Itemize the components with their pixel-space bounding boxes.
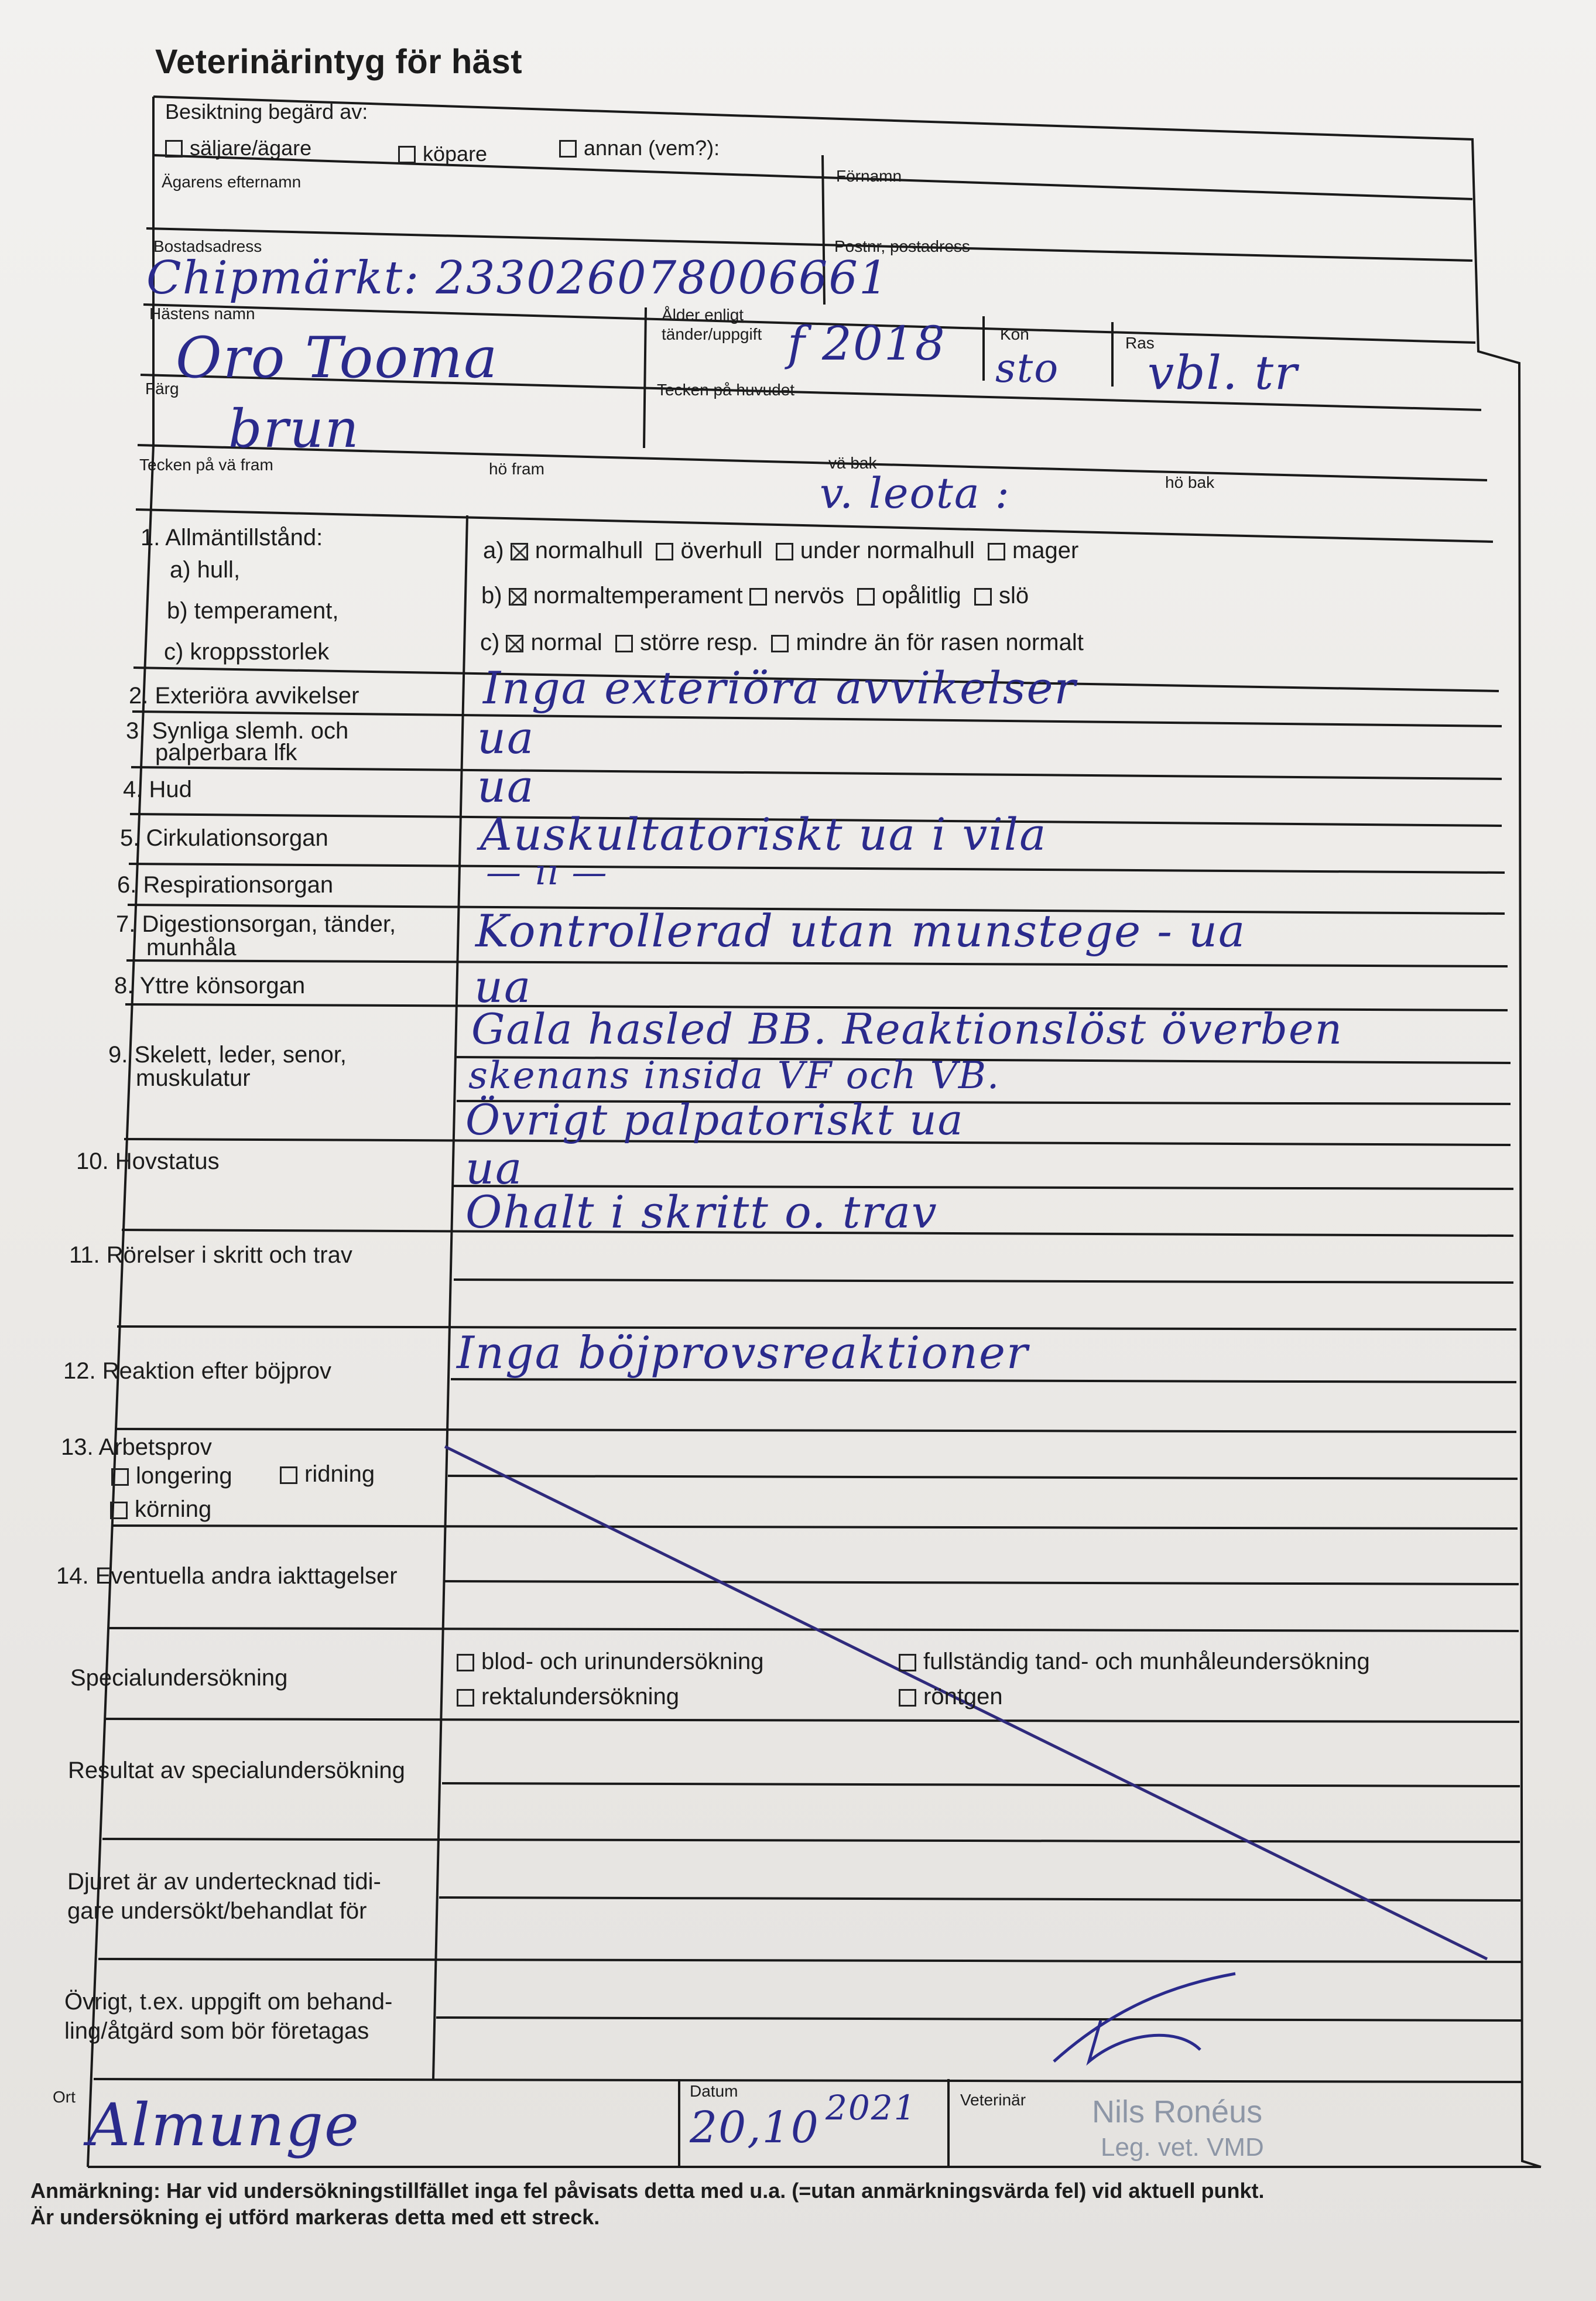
horse-name-label: Hästens namn — [149, 305, 255, 323]
other-label-b: ling/åtgärd som bör företagas — [64, 2018, 369, 2044]
first-name-label: Förnamn — [836, 167, 902, 185]
opt-nervos[interactable]: nervös — [749, 583, 844, 608]
section-2-label: 2. Exteriöra avvikelser — [129, 683, 359, 709]
general-a-row: a) normalhull överhull under normalhull mager — [483, 538, 1079, 563]
other-label-a: Övrigt, t.ex. uppgift om behand- — [64, 1989, 393, 2015]
vet-title-stamp: Leg. vet. VMD — [1101, 2133, 1264, 2162]
special-dental[interactable]: fullständig tand- och munhåleundersökning — [899, 1649, 1370, 1675]
work-test-riding[interactable]: ridning — [280, 1461, 375, 1488]
checkbox-icon — [559, 140, 577, 158]
form-title: Veterinärintyg för häst — [155, 43, 523, 81]
date-day: 20,10 — [690, 2102, 820, 2153]
checkbox-icon — [974, 588, 992, 606]
footnote-line-2: Är undersökning ej utförd markeras detta med ett streck. — [30, 2205, 600, 2229]
vet-label: Veterinär — [960, 2091, 1026, 2109]
section-6-label: 6. Respirationsorgan — [117, 872, 334, 898]
answer-8: ua — [474, 960, 532, 1013]
answer-6: — ıı — — [486, 852, 608, 893]
sex-label: Kön — [1000, 325, 1029, 343]
work-test-driving[interactable]: körning — [110, 1496, 211, 1523]
answer-9-line-1: Gala hasled BB. Reaktionslöst överben — [471, 1004, 1344, 1054]
opt-under-normalhull[interactable]: under normalhull — [776, 538, 975, 563]
answer-9-line-2: skenans insida VF och VB. — [468, 1054, 1001, 1097]
section-7-label-b: munhåla — [146, 935, 237, 960]
checkbox-icon — [771, 635, 789, 652]
section-3-label-b: palperbara lfk — [155, 740, 297, 765]
section-13-label: 13. Arbetsprov — [61, 1434, 212, 1460]
special-rectal[interactable]: rektalundersökning — [457, 1684, 679, 1710]
section-11-label: 11. Rörelser i skritt och trav — [69, 1242, 352, 1268]
general-c-label: c) kroppsstorlek — [164, 639, 330, 665]
requested-by-other[interactable]: annan (vem?): — [559, 136, 720, 160]
place-label: Ort — [53, 2088, 76, 2106]
owner-surname-label: Ägarens efternamn — [162, 173, 302, 191]
date-year: 2021 — [826, 2088, 917, 2128]
section-14-label: 14. Eventuella andra iakttagelser — [56, 1563, 398, 1589]
general-label: 1. Allmäntillstånd: — [141, 525, 323, 551]
special-xray[interactable]: röntgen — [899, 1684, 1003, 1710]
section-4-label: 4. Hud — [123, 777, 192, 802]
checkbox-icon — [615, 635, 633, 652]
horse-name-value: Oro Tooma — [176, 325, 499, 391]
age-label-1: Ålder enligt — [662, 306, 744, 324]
chip-number-value: Chipmärkt: 233026078006661 — [146, 252, 889, 305]
checkbox-icon — [280, 1466, 297, 1484]
special-exam-label: Specialundersökning — [70, 1665, 288, 1691]
work-test-lunging[interactable]: longering — [111, 1463, 232, 1489]
opt-normaltemperament[interactable]: normaltemperament — [509, 583, 743, 608]
head-marks-label: Tecken på huvudet — [657, 381, 795, 399]
checked-box-icon — [511, 543, 528, 560]
answer-4: ua — [477, 760, 535, 812]
checkbox-icon — [749, 588, 767, 606]
checkbox-icon — [457, 1689, 474, 1707]
general-b-row: b) normaltemperament nervös opålitlig slö — [481, 583, 1029, 608]
opt-slo[interactable]: slö — [974, 583, 1029, 608]
general-c-row: c) normal större resp. mindre än för rasen normalt — [480, 630, 1084, 655]
opt-larger[interactable]: större resp. — [615, 630, 758, 655]
leg-rh-label: hö bak — [1165, 473, 1215, 491]
leg-lf-label: Tecken på vä fram — [139, 456, 273, 474]
colour-label: Färg — [145, 379, 179, 398]
checkbox-icon — [656, 543, 673, 560]
checkbox-icon — [776, 543, 793, 560]
vet-name-stamp: Nils Ronéus — [1092, 2094, 1263, 2129]
answer-5: Auskultatoriskt ua i vila — [480, 808, 1047, 860]
footnote-line-1: Anmärkning: Har vid undersökningstillfället inga fel påvisats detta med u.a. (=utan anmärkningsvärda fel) vid aktuell punkt. — [30, 2179, 1265, 2203]
checkbox-icon — [899, 1654, 916, 1671]
requested-by-label: Besiktning begärd av: — [165, 100, 368, 124]
checkbox-icon — [110, 1502, 128, 1519]
place-value: Almunge — [88, 2091, 361, 2159]
answer-2: Inga exteriöra avvikelser — [483, 662, 1077, 714]
breed-value: vbl. tr — [1148, 346, 1299, 400]
answer-11: Ohalt i skritt o. trav — [465, 1186, 938, 1238]
age-value: f 2018 — [787, 316, 946, 371]
checkbox-icon — [857, 588, 875, 606]
opt-opalitlig[interactable]: opålitlig — [857, 583, 961, 608]
section-5-label: 5. Cirkulationsorgan — [120, 825, 328, 851]
sex-value: sto — [995, 346, 1060, 392]
checkbox-icon — [899, 1689, 916, 1707]
answer-12: Inga böjprovsreaktioner — [457, 1326, 1029, 1379]
requested-by-buyer[interactable]: köpare — [398, 142, 487, 166]
general-b-label: b) temperament, — [167, 598, 339, 624]
leg-rf-label: hö fram — [489, 460, 544, 478]
answer-3: ua — [477, 712, 535, 764]
age-label-2: tänder/uppgift — [662, 325, 762, 343]
section-12-label: 12. Reaktion efter böjprov — [63, 1358, 332, 1384]
section-9-label-a: 9. Skelett, leder, senor, — [108, 1042, 347, 1068]
opt-smaller[interactable]: mindre än för rasen normalt — [771, 630, 1083, 655]
address-label: Bostadsadress — [153, 237, 262, 255]
section-3-label-a: 3. Synliga slemh. och — [126, 718, 349, 744]
section-7-label-a: 7. Digestionsorgan, tänder, — [116, 911, 396, 937]
checkbox-icon — [165, 140, 183, 158]
special-result-label: Resultat av specialundersökning — [68, 1758, 405, 1783]
checked-box-icon — [509, 588, 526, 606]
postal-label: Postnr, postadress — [834, 237, 970, 255]
checked-box-icon — [506, 635, 523, 652]
checkbox-icon — [111, 1468, 129, 1486]
checkbox-icon — [988, 543, 1005, 560]
breed-label: Ras — [1125, 334, 1155, 352]
answer-10: ua — [465, 1142, 523, 1194]
special-blood-urine[interactable]: blod- och urinundersökning — [457, 1649, 764, 1675]
prior-treatment-label-b: gare undersökt/behandlat för — [67, 1898, 367, 1924]
section-8-label: 8. Yttre könsorgan — [114, 973, 306, 999]
general-a-label: a) hull, — [170, 557, 241, 583]
opt-normal-size[interactable]: normal — [506, 630, 602, 655]
colour-value: brun — [228, 398, 360, 460]
requested-by-seller[interactable]: säljare/ägare — [165, 136, 311, 160]
section-9-label-b: muskulatur — [136, 1065, 251, 1091]
date-label: Datum — [690, 2082, 738, 2100]
checkbox-icon — [457, 1654, 474, 1671]
opt-normalhull[interactable]: normalhull — [511, 538, 643, 563]
section-10-label: 10. Hovstatus — [76, 1148, 220, 1174]
checkbox-icon — [398, 146, 416, 163]
prior-treatment-label-a: Djuret är av undertecknad tidi- — [67, 1869, 381, 1895]
opt-overhull[interactable]: överhull — [656, 538, 762, 563]
leg-lh-value: v. leota : — [820, 469, 1011, 518]
leg-lh-label: vä bak — [828, 454, 877, 472]
answer-7: Kontrollerad utan munstege - ua — [475, 905, 1246, 957]
opt-mager[interactable]: mager — [988, 538, 1078, 563]
answer-9-line-3: Övrigt palpatoriskt ua — [465, 1095, 964, 1144]
